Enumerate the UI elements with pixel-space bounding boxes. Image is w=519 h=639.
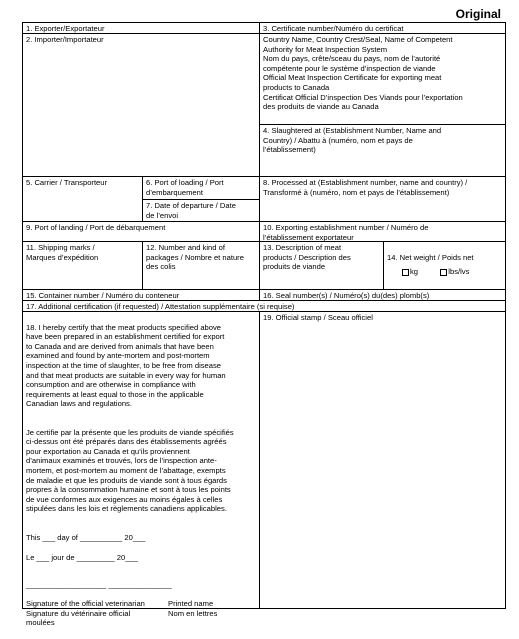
lbs-label: lbs/lvs: [448, 267, 470, 276]
importer-field[interactable]: 2. Importer/Importateur: [26, 35, 104, 44]
certificate-form: [22, 22, 506, 628]
carrier-field[interactable]: 5. Carrier / Transporteur: [26, 178, 108, 187]
competent-authority-text: Country Name, Country Crest/Seal, Name of Competent Authority for Meat Inspection System Nom du pays, crête/sceau du pays, nom de l’autorité compétente pour le système d’inspection de viande Official Meat Inspection Certificate for exporting meat products to Canada Certificat Official D’inspection Des Viands pour l’exportation des produits de viande au Canada: [263, 35, 463, 112]
signature-line: ___________________ _______________: [26, 579, 172, 589]
unit-options: [402, 267, 469, 277]
shipping-marks-field[interactable]: 11. Shipping marks / Marques d’expédition: [26, 243, 99, 262]
container-number-field[interactable]: 15. Container number / Numéro du conteneur: [26, 291, 180, 300]
processed-at-field[interactable]: 8. Processed at (Establishment number, name and country) / Transformé à (numéro, nom et pays de l’établissement): [263, 178, 468, 197]
original-label: Original: [455, 7, 501, 21]
certificate-number-field[interactable]: 3. Certificate number/Numéro du certificat: [263, 24, 404, 33]
meat-description-field[interactable]: 13. Description of meat products / Description des produits de viande: [263, 243, 351, 272]
kg-label: kg: [410, 267, 419, 276]
seal-number-field[interactable]: 16. Seal number(s) / Numéro(s) du(des) plomb(s): [263, 291, 430, 300]
date-line-en: This ___ day of __________ 20___: [26, 533, 146, 543]
slaughtered-at-field[interactable]: 4. Slaughtered at (Establishment Number, Name and Country) / Abattu à (numéro, nom et pays de l’établissement): [263, 126, 442, 155]
date-line-fr: Le ___ jour de _________ 20___: [26, 552, 138, 562]
certification-text-fr: Je certifie par la présente que les produits de viande spécifiés ci-dessus ont été préparés dans des établissements agréés pour exportation au Canada et qu’ils proviennent d’animaux examinés et trouvés, lors de l’inspection ante- mortem, et post-mortem au moment de l’abattage, exempts de maladie et que les produits de viande sont à tous égards propres à la consommation humaine et sont à tous les points de vue conformes aux exigences au moins égales à celles stipulées dans les lois et règlements canadiens applicables.: [26, 427, 234, 514]
printed-name-label: Printed name Nom en lettres: [168, 599, 218, 618]
net-weight-label: 14. Net weight / Poids net: [387, 252, 474, 262]
additional-certification-field[interactable]: 17. Additional certification (if requested) / Attestation supplémentaire (si requise): [26, 302, 295, 311]
lbs-checkbox[interactable]: [440, 269, 447, 276]
net-weight-field[interactable]: [384, 242, 505, 289]
exporting-establishment-field[interactable]: 10. Exporting establishment number / Numéro de l’établissement exportateur: [263, 223, 429, 242]
signature-labels: [26, 599, 256, 629]
signature-label: Signature of the official veterinarian Signature du vétérinaire official moulées: [26, 599, 145, 628]
exporter-field[interactable]: 1. Exporter/Exportateur: [26, 24, 105, 33]
certification-statement: [23, 312, 259, 628]
port-of-landing-field[interactable]: 9. Port of landing / Port de débarquement: [26, 223, 166, 232]
date-of-departure-field[interactable]: 7. Date of departure / Date de l’envoi: [146, 201, 236, 220]
port-of-loading-field[interactable]: 6. Port of loading / Port d’embarquement: [146, 178, 224, 197]
kg-checkbox[interactable]: [402, 269, 409, 276]
packages-field[interactable]: 12. Number and kind of packages / Nombre et nature des colis: [146, 243, 244, 272]
official-stamp-field[interactable]: 19. Official stamp / Sceau officiel: [263, 313, 373, 322]
certification-text-en: 18. I hereby certify that the meat products specified above have been prepared in an establishment certified for export to Canada and are derived from animals that have been examined and found by ante-mortem and post-mortem inspection at the time of slaughter, to be free from disease and that meat products are suitable in every way for human consumption and are otherwise in compliance with requirements at least equal to those in the applicable Canadian laws and regulations.: [26, 322, 226, 409]
